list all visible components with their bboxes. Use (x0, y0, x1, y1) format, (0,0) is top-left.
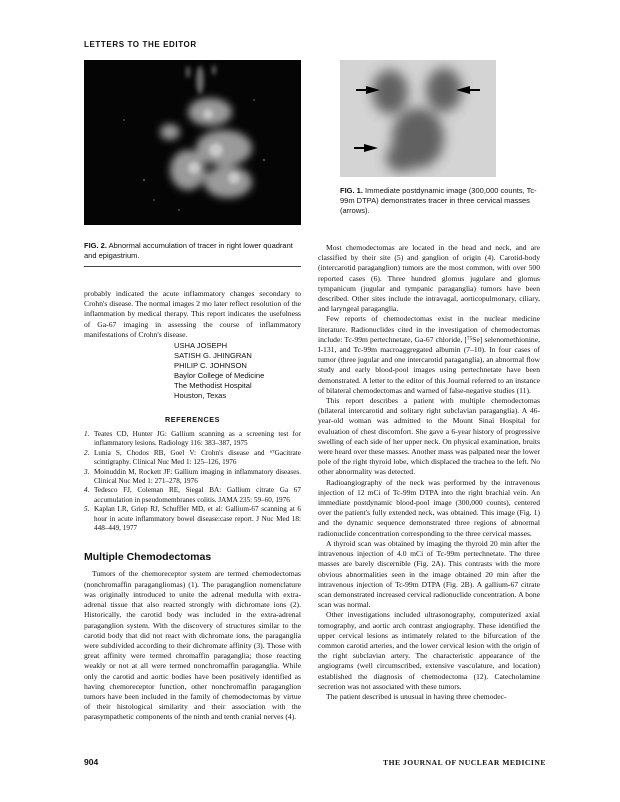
location: Houston, Texas (174, 391, 227, 401)
journal-name: THE JOURNAL OF NUCLEAR MEDICINE (383, 758, 546, 767)
figure-1-caption-text: Immediate postdynamic image (300,000 counts, Tc-99m DTPA) demonstrates tracer in three cervical masses (arrows). (340, 186, 537, 215)
author-name: PHILIP C. JOHNSON (174, 361, 247, 371)
signature-block (174, 341, 301, 401)
body-paragraph: Other investigations included ultrasonography, computerized axial tomography, and aortic arch contrast angiography. These identified the upper cervical lesions as intimately related to the bifurcation of the common carotid arteries, and the lower cervical lesion with the origin of the right subclavian artery. The characteristic appearance of the angiograms (well circumscribed, extensive vasculature, and location) established the diagnosis of chemodectoma (12). Catecholamine secretion was not associated with these tumors. (318, 610, 540, 691)
figure-1-label: FIG. 1. (340, 186, 363, 195)
figure-2-image (84, 60, 301, 225)
body-paragraph: This report describes a patient with multiple chemodectomas (bilateral intercarotid and solitary right subclavian paraganglia). A 46-year-old woman was admitted to the Mount Sinai Hospital for evaluation of chest discomfort. She gave a 6-year history of progressive swelling of each side of her upper neck. On physical examination, bruits were heard over these masses. Another mass was palpated near the lower pole of the right thyroid lobe, which displaced the trachea to the left. No other abnormality was detected. (318, 396, 540, 477)
section-paragraph: Tumors of the chemoreceptor system are termed chemodectomas (nonchromaffin paragangliomas) (1). The paraganglion nomenclature was originally introduced to unite the adrenal medulla with extra-adrenal tissue that also reacted strongly with dichromate ions (2). Historically, the carotid body was included in the extra-adrenal paraganglion system. With the discovery of structures similar to the carotid body that did not react with dichromate ions, the paraganglia were subdivided according to their dichromate affinity (3). Those with great affinity were termed chromaffin paraganglia; those reacting weakly or not at all were termed nonchromaffin paraganglia. While only the carotid and aortic bodies have been positively identified as having chemoreceptor function, other nonchromaffin paraganglion tumors have been included in the family of chemodectomas by virtue of their histological similarity and their association with the parasympathetic components of the ninth and tenth cranial nerves (4). (84, 569, 301, 722)
references-heading: REFERENCES (164, 415, 221, 425)
author-name: USHA JOSEPH (174, 341, 228, 351)
affiliation: Baylor College of Medicine (174, 371, 265, 381)
affiliation: The Methodist Hospital (174, 381, 252, 391)
reference-item: 5. Kaplan LR, Griep RJ, Schuffler MD, et al: Gallium-67 scanning at 6 hour in acute inflammatory bowel disease:case report. J Nuc Med 18: 448–449, 1977 (84, 505, 301, 533)
references-list (84, 430, 301, 533)
reference-item: 3. Moinuddin M, Rockett JF: Gallium imaging in inflammatory diseases. Clinical Nuc Med 1: 271–278, 1976 (84, 467, 301, 486)
body-paragraph: Few reports of chemodectomas exist in the nuclear medicine literature. Radionuclides cited in the investigation of chemodectomas include: Tc-99m pertechnetate, Ga-67 chloride, [⁷⁵Se] selenomethionine, I-131, and Tc-99m macroaggregated albumin (7–10). In four cases of tumor (three jugular and one intercarotid paraganglia), an abnormal flow study and early blood-pool images using pertechnetate have been demonstrated. A letter to the editor of this Journal referred to an instance of bilateral chemodectomas and warned of false-negative studies (11). (318, 314, 540, 395)
figure-2-caption-text: Abnormal accumulation of tracer in right lower quadrant and epigastrium. (84, 241, 293, 260)
page-number: 904 (84, 757, 99, 767)
figure-2-scan-graphic (84, 60, 301, 225)
reference-item: 2. Lunia S, Chodos RB, Goel V: Crohn's disease and ⁶⁷Gacitrate scintigraphy. Clinical Nuc Med 1: 125–126, 1976 (84, 448, 301, 467)
figure-2-label: FIG. 2. (84, 241, 107, 250)
figure-2-caption (84, 241, 301, 261)
reference-item: 1. Teates CD, Hunter JG: Gallium scanning as a screening test for inflammatory lesions. Radiology 116: 383–387, 1975 (84, 430, 301, 448)
figure-1-caption (340, 186, 540, 216)
section-title: Multiple Chemodectomas (84, 551, 212, 564)
figure-1-image (340, 60, 496, 177)
body-paragraph: Radioangiography of the neck was performed by the intravenous injection of 12 mCi of Tc-99m DTPA into the right brachial vein. An immediate postdynamic blood-pool image (300,000 counts), centered over the patient's fully extended neck, was obtained. This image (Fig. 1) and the dynamic sequence demonstrated three regions of abnormal radionuclide concentration corresponding to the three cervical masses. (318, 477, 540, 538)
body-paragraph: Most chemodectomas are located in the head and neck, and are classified by their site (5) and ganglion of origin (4). Carotid-body (intercarotid paraganglion) tumors are the most common, with over 500 reported cases (6). Three hundred glomus jugulare and glomus tympanicum (jugular and tympanic paraganglia) tumors have been described. Other sites include the intravagal, aorticopulmonary, ciliary, and laryngeal paraganglia. (318, 243, 540, 314)
caption-divider (84, 266, 301, 267)
reference-item: 4. Tedesco FJ, Coleman RE, Siegal BA: Gallium citrate Ga 67 accumulation in pseudomembranes colitis. JAMA 235: 59–60, 1976 (84, 486, 301, 504)
letter-conclusion: probably indicated the acute inflammatory changes secondary to Crohn's disease. The normal images 2 mo later reflect resolution of the inflammation by medical therapy. This report indicates the usefulness of Ga-67 imaging in assessing the course of inflammatory manifestations of Crohn's disease. (84, 289, 301, 339)
left-column (84, 289, 301, 723)
body-paragraph: A thyroid scan was obtained by imaging the thyroid 20 min after the intravenous injection of 4.0 mCi of Tc-99m pertechnetate. The three masses are barely discernible (Fig. 2A). This contrasts with the more obvious abnormalities seen in the image obtained 20 min after the intravenous injection of Tc-99m DTPA (Fig. 2B). A gallium-67 citrate scan demonstrated increased cervical radionuclide concentration. A bone scan was normal. (318, 538, 540, 610)
running-head: LETTERS TO THE EDITOR (84, 40, 197, 49)
right-column (318, 243, 540, 702)
figure-1-scan-graphic (340, 60, 496, 177)
body-paragraph: The patient described is unusual in having three chemodec- (326, 691, 507, 701)
author-name: SATISH G. JHINGRAN (174, 351, 252, 361)
